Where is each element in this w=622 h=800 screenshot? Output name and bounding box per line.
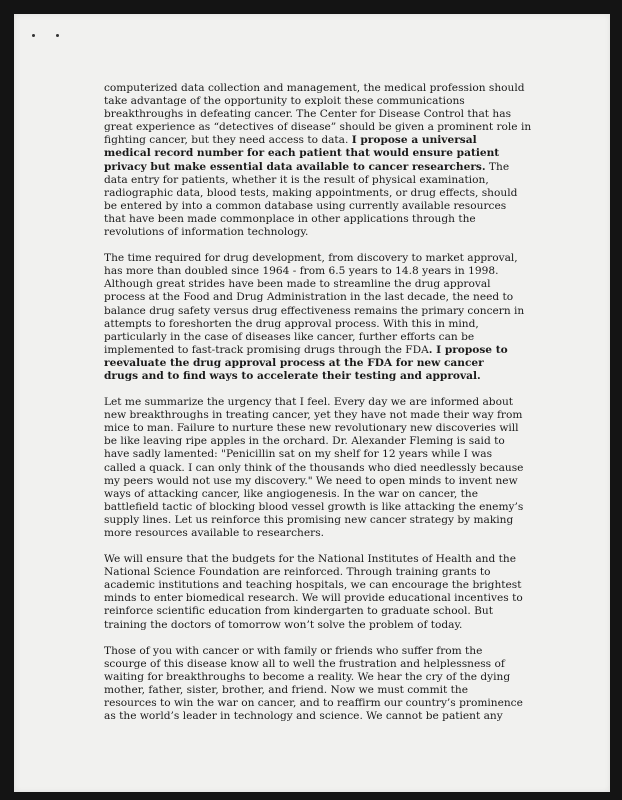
text-line bbox=[104, 527, 544, 540]
text-segment: has more than doubled since 1964 - from 6.5 years to 14.8 years in 1998. bbox=[104, 265, 499, 278]
bold-text: . I propose to bbox=[428, 343, 508, 356]
text-line bbox=[104, 396, 544, 409]
text-line bbox=[104, 213, 544, 226]
document-page bbox=[14, 14, 610, 792]
text-line bbox=[104, 134, 544, 147]
text-segment: reinforce scientific education from kindergarten to graduate school. But bbox=[104, 605, 493, 618]
text-segment: data entry for patients, whether it is the result of physical examination, bbox=[104, 173, 489, 186]
text-segment: training the doctors of tomorrow won’t solve the problem of today. bbox=[104, 618, 463, 631]
paragraph bbox=[104, 396, 544, 540]
text-segment: computerized data collection and management, the medical profession should bbox=[104, 82, 525, 94]
text-line bbox=[104, 592, 544, 605]
text-line bbox=[104, 553, 544, 566]
bold-text: drugs and to find ways to accelerate their testing and approval. bbox=[104, 369, 481, 382]
text-line bbox=[104, 121, 544, 134]
text-line bbox=[104, 344, 544, 357]
text-segment: be entered by into a common database using currently available resources bbox=[104, 199, 507, 212]
text-segment: The time required for drug development, from discovery to market approval, bbox=[104, 252, 518, 265]
text-segment: radiographic data, blood tests, making appointments, or drug effects, should bbox=[104, 186, 518, 199]
text-segment: implemented to fast-track promising drugs through the FDA bbox=[104, 343, 429, 356]
text-line bbox=[104, 566, 544, 579]
text-segment: Although great strides have been made to streamline the drug approval bbox=[104, 278, 491, 291]
text-segment: be like leaving ripe apples in the orchard. Dr. Alexander Fleming is said to bbox=[104, 435, 505, 448]
text-segment: National Science Foundation are reinforced. Through training grants to bbox=[104, 566, 491, 579]
text-segment: fighting cancer, but they need access to data. bbox=[104, 134, 352, 147]
text-line bbox=[104, 226, 544, 239]
text-line bbox=[104, 645, 544, 658]
text-line bbox=[104, 318, 544, 331]
document-body bbox=[104, 82, 544, 736]
bold-text: privacy but make essential data available to cancer researchers. bbox=[104, 160, 486, 173]
text-segment: attempts to foreshorten the drug approval process. With this in mind, bbox=[104, 317, 479, 330]
text-segment: ways of attacking cancer, like angiogenesis. In the war on cancer, the bbox=[104, 487, 478, 500]
punch-mark-icon bbox=[56, 34, 59, 37]
text-line bbox=[104, 305, 544, 318]
text-line bbox=[104, 161, 544, 174]
text-segment: breakthroughs in defeating cancer. The Center for Disease Control that has bbox=[104, 108, 512, 121]
text-segment: academic institutions and teaching hospitals, we can encourage the brightest bbox=[104, 579, 522, 592]
text-segment: supply lines. Let us reinforce this promising new cancer strategy by making bbox=[104, 513, 514, 526]
text-segment: take advantage of the opportunity to exploit these communications bbox=[104, 95, 465, 108]
text-segment: battlefield tactic of blocking blood vessel growth is like attacking the enemy’s bbox=[104, 500, 524, 513]
text-line bbox=[104, 579, 544, 592]
text-line bbox=[104, 200, 544, 213]
text-line bbox=[104, 108, 544, 121]
text-segment: resources to win the war on cancer, and to reaffirm our country’s prominence bbox=[104, 697, 523, 710]
bold-text: reevaluate the drug approval process at the FDA for new cancer bbox=[104, 356, 484, 369]
text-line bbox=[104, 619, 544, 632]
text-line bbox=[104, 671, 544, 684]
text-line bbox=[104, 448, 544, 461]
text-segment: process at the Food and Drug Administration in the last decade, the need to bbox=[104, 291, 514, 304]
text-line bbox=[104, 684, 544, 697]
text-segment: scourge of this disease know all to well the frustration and helplessness of bbox=[104, 657, 505, 670]
text-segment: waiting for breakthroughs to become a reality. We hear the cry of the dying bbox=[104, 670, 511, 683]
text-segment: more resources available to researchers. bbox=[104, 527, 324, 539]
text-segment: mice to man. Failure to nurture these new revolutionary new discoveries will bbox=[104, 422, 519, 435]
text-line bbox=[104, 514, 544, 527]
text-segment: have sadly lamented: "Penicillin sat on my shelf for 12 years while I was bbox=[104, 448, 493, 461]
text-line bbox=[104, 265, 544, 278]
text-line bbox=[104, 147, 544, 160]
text-line bbox=[104, 187, 544, 200]
text-segment: that have been made commonplace in other applications through the bbox=[104, 212, 476, 225]
text-line bbox=[104, 488, 544, 501]
text-line bbox=[104, 462, 544, 475]
text-line bbox=[104, 435, 544, 448]
text-line bbox=[104, 357, 544, 370]
text-segment: mother, father, sister, brother, and friend. Now we must commit the bbox=[104, 683, 469, 696]
text-line bbox=[104, 710, 544, 723]
text-line bbox=[104, 605, 544, 618]
text-line bbox=[104, 174, 544, 187]
text-segment: The bbox=[485, 160, 510, 173]
text-line bbox=[104, 409, 544, 422]
text-segment: called a quack. I can only think of the thousands who died needlessly because bbox=[104, 461, 524, 474]
text-segment: great experience as “detectives of disease” should be given a prominent role in bbox=[104, 121, 532, 134]
text-segment: Those of you with cancer or with family or friends who suffer from the bbox=[104, 644, 483, 657]
bold-text: I propose a universal bbox=[351, 134, 477, 147]
text-segment: as the world’s leader in technology and science. We cannot be patient any bbox=[104, 710, 503, 723]
text-segment: Let me summarize the urgency that I feel. Every day we are informed about bbox=[104, 396, 514, 409]
text-line bbox=[104, 658, 544, 671]
text-segment: balance drug safety versus drug effectiveness remains the primary concern in bbox=[104, 304, 525, 317]
text-line bbox=[104, 422, 544, 435]
text-line bbox=[104, 82, 544, 95]
text-line bbox=[104, 697, 544, 710]
text-segment: particularly in the case of diseases like cancer, further efforts can be bbox=[104, 330, 475, 343]
text-segment: minds to enter biomedical research. We will provide educational incentives to bbox=[104, 592, 523, 605]
bold-text: medical record number for each patient that would ensure patient bbox=[104, 147, 500, 160]
text-segment: revolutions of information technology. bbox=[104, 226, 309, 239]
text-line bbox=[104, 252, 544, 265]
text-line bbox=[104, 95, 544, 108]
text-line bbox=[104, 291, 544, 304]
text-line bbox=[104, 370, 544, 383]
text-line bbox=[104, 475, 544, 488]
text-segment: new breakthroughs in treating cancer, yet they have not made their way from bbox=[104, 409, 523, 422]
text-line bbox=[104, 278, 544, 291]
punch-mark-icon bbox=[32, 34, 35, 37]
paragraph bbox=[104, 553, 544, 632]
paragraph bbox=[104, 645, 544, 724]
text-line bbox=[104, 331, 544, 344]
text-segment: my peers would not use my discovery." We need to open minds to invent new bbox=[104, 474, 518, 487]
paragraph bbox=[104, 252, 544, 383]
text-line bbox=[104, 501, 544, 514]
text-segment: We will ensure that the budgets for the National Institutes of Health and the bbox=[104, 553, 516, 566]
paragraph bbox=[104, 82, 544, 239]
